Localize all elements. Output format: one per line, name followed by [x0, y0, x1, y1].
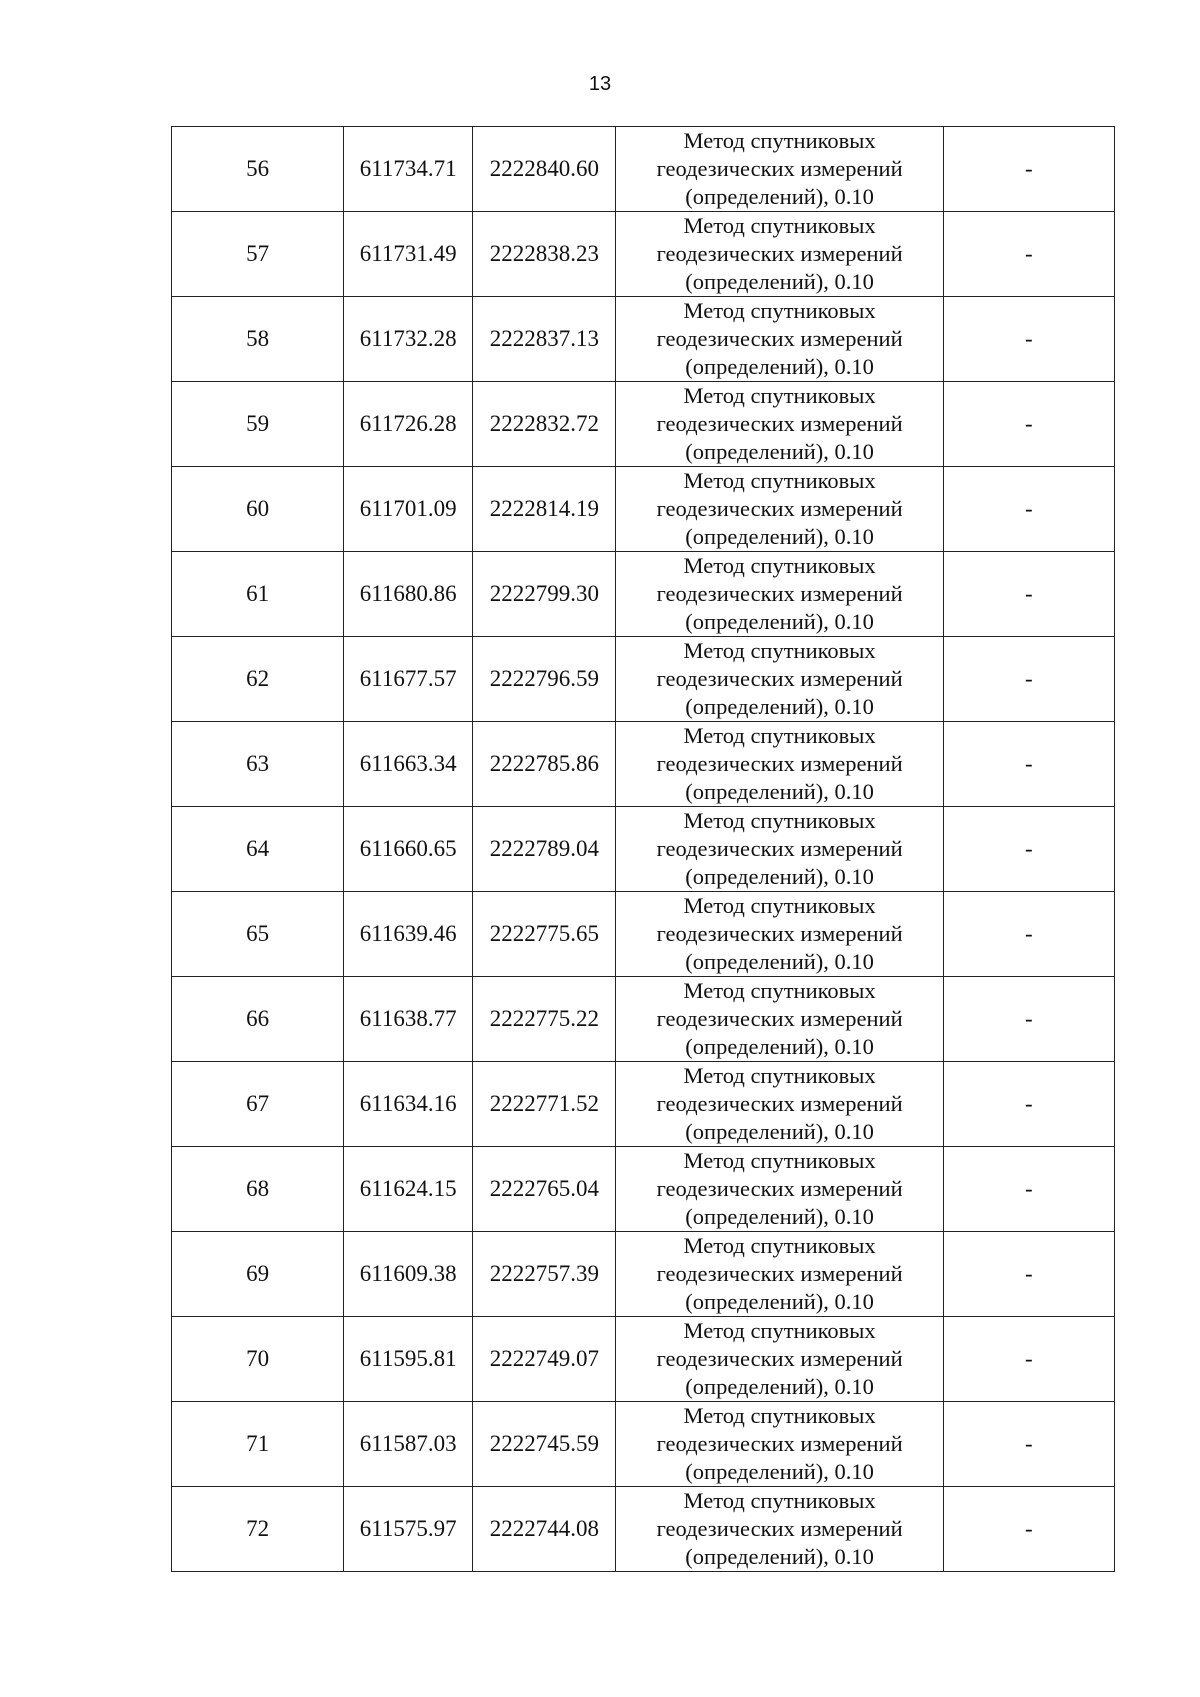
method-line: геодезических измерений [656, 751, 903, 776]
point-number-cell: 56 [172, 127, 344, 212]
x-coordinate-cell: 611634.16 [344, 1062, 473, 1147]
table-row [172, 127, 1115, 212]
method-line: (определений), 0.10 [685, 1544, 874, 1569]
point-number-cell: 65 [172, 892, 344, 977]
point-number-cell: 71 [172, 1402, 344, 1487]
method-line: геодезических измерений [656, 156, 903, 181]
y-coordinate-cell: 2222832.72 [473, 382, 616, 467]
method-line: Метод спутниковых [683, 723, 876, 748]
method-cell [616, 552, 943, 637]
point-number-cell: 67 [172, 1062, 344, 1147]
method-line: (определений), 0.10 [685, 694, 874, 719]
method-line: (определений), 0.10 [685, 439, 874, 464]
y-coordinate-cell: 2222799.30 [473, 552, 616, 637]
point-number-cell: 59 [172, 382, 344, 467]
note-cell: - [943, 382, 1114, 467]
method-line: геодезических измерений [656, 1261, 903, 1286]
table-row [172, 637, 1115, 722]
note-cell: - [943, 1232, 1114, 1317]
table-row [172, 297, 1115, 382]
method-line: Метод спутниковых [683, 128, 876, 153]
method-line: Метод спутниковых [683, 978, 876, 1003]
x-coordinate-cell: 611726.28 [344, 382, 473, 467]
note-cell: - [943, 722, 1114, 807]
note-cell: - [943, 1402, 1114, 1487]
y-coordinate-cell: 2222837.13 [473, 297, 616, 382]
x-coordinate-cell: 611587.03 [344, 1402, 473, 1487]
method-line: (определений), 0.10 [685, 1289, 874, 1314]
note-cell: - [943, 467, 1114, 552]
y-coordinate-cell: 2222796.59 [473, 637, 616, 722]
method-line: (определений), 0.10 [685, 354, 874, 379]
method-cell [616, 1062, 943, 1147]
method-cell [616, 1487, 943, 1572]
method-line: Метод спутниковых [683, 1063, 876, 1088]
method-line: (определений), 0.10 [685, 949, 874, 974]
note-cell: - [943, 1062, 1114, 1147]
method-cell [616, 1402, 943, 1487]
method-cell [616, 127, 943, 212]
method-line: геодезических измерений [656, 1516, 903, 1541]
x-coordinate-cell: 611680.86 [344, 552, 473, 637]
note-cell: - [943, 1487, 1114, 1572]
y-coordinate-cell: 2222744.08 [473, 1487, 616, 1572]
y-coordinate-cell: 2222757.39 [473, 1232, 616, 1317]
method-line: Метод спутниковых [683, 298, 876, 323]
method-line: геодезических измерений [656, 1346, 903, 1371]
point-number-cell: 62 [172, 637, 344, 722]
point-number-cell: 58 [172, 297, 344, 382]
method-line: геодезических измерений [656, 1091, 903, 1116]
method-line: (определений), 0.10 [685, 609, 874, 634]
table-row [172, 1147, 1115, 1232]
note-cell: - [943, 1317, 1114, 1402]
table-row [172, 1317, 1115, 1402]
table-row [172, 1402, 1115, 1487]
method-line: (определений), 0.10 [685, 1459, 874, 1484]
table-row [172, 1062, 1115, 1147]
note-cell: - [943, 297, 1114, 382]
coordinates-table-body [172, 127, 1115, 1572]
point-number-cell: 60 [172, 467, 344, 552]
method-cell [616, 297, 943, 382]
method-line: геодезических измерений [656, 326, 903, 351]
method-line: геодезических измерений [656, 666, 903, 691]
table-row [172, 552, 1115, 637]
method-line: (определений), 0.10 [685, 779, 874, 804]
x-coordinate-cell: 611660.65 [344, 807, 473, 892]
method-line: Метод спутниковых [683, 213, 876, 238]
point-number-cell: 69 [172, 1232, 344, 1317]
point-number-cell: 70 [172, 1317, 344, 1402]
point-number-cell: 68 [172, 1147, 344, 1232]
method-line: Метод спутниковых [683, 553, 876, 578]
table-row [172, 722, 1115, 807]
method-line: Метод спутниковых [683, 468, 876, 493]
method-line: (определений), 0.10 [685, 524, 874, 549]
method-line: Метод спутниковых [683, 1488, 876, 1513]
method-cell [616, 722, 943, 807]
table-row [172, 977, 1115, 1062]
method-line: Метод спутниковых [683, 1148, 876, 1173]
method-cell [616, 382, 943, 467]
method-line: Метод спутниковых [683, 383, 876, 408]
note-cell: - [943, 1147, 1114, 1232]
point-number-cell: 63 [172, 722, 344, 807]
table-row [172, 1487, 1115, 1572]
method-cell [616, 977, 943, 1062]
x-coordinate-cell: 611575.97 [344, 1487, 473, 1572]
method-line: геодезических измерений [656, 411, 903, 436]
method-line: (определений), 0.10 [685, 1119, 874, 1144]
table-row [172, 467, 1115, 552]
table-row [172, 1232, 1115, 1317]
table-row [172, 382, 1115, 467]
point-number-cell: 72 [172, 1487, 344, 1572]
method-cell [616, 1232, 943, 1317]
x-coordinate-cell: 611701.09 [344, 467, 473, 552]
note-cell: - [943, 977, 1114, 1062]
x-coordinate-cell: 611732.28 [344, 297, 473, 382]
method-line: (определений), 0.10 [685, 269, 874, 294]
method-line: Метод спутниковых [683, 1233, 876, 1258]
point-number-cell: 61 [172, 552, 344, 637]
method-line: геодезических измерений [656, 496, 903, 521]
method-line: геодезических измерений [656, 921, 903, 946]
method-line: геодезических измерений [656, 836, 903, 861]
method-line: Метод спутниковых [683, 808, 876, 833]
y-coordinate-cell: 2222789.04 [473, 807, 616, 892]
method-line: Метод спутниковых [683, 1318, 876, 1343]
method-cell [616, 467, 943, 552]
y-coordinate-cell: 2222840.60 [473, 127, 616, 212]
method-cell [616, 1317, 943, 1402]
method-cell [616, 637, 943, 722]
y-coordinate-cell: 2222785.86 [473, 722, 616, 807]
note-cell: - [943, 552, 1114, 637]
table-row [172, 892, 1115, 977]
note-cell: - [943, 637, 1114, 722]
x-coordinate-cell: 611734.71 [344, 127, 473, 212]
method-line: (определений), 0.10 [685, 184, 874, 209]
point-number-cell: 57 [172, 212, 344, 297]
y-coordinate-cell: 2222775.22 [473, 977, 616, 1062]
x-coordinate-cell: 611638.77 [344, 977, 473, 1062]
x-coordinate-cell: 611639.46 [344, 892, 473, 977]
x-coordinate-cell: 611609.38 [344, 1232, 473, 1317]
method-line: Метод спутниковых [683, 1403, 876, 1428]
method-line: геодезических измерений [656, 1431, 903, 1456]
y-coordinate-cell: 2222771.52 [473, 1062, 616, 1147]
method-line: Метод спутниковых [683, 638, 876, 663]
note-cell: - [943, 892, 1114, 977]
y-coordinate-cell: 2222838.23 [473, 212, 616, 297]
note-cell: - [943, 212, 1114, 297]
y-coordinate-cell: 2222749.07 [473, 1317, 616, 1402]
y-coordinate-cell: 2222775.65 [473, 892, 616, 977]
method-cell [616, 892, 943, 977]
method-line: геодезических измерений [656, 241, 903, 266]
note-cell: - [943, 127, 1114, 212]
method-cell [616, 807, 943, 892]
x-coordinate-cell: 611663.34 [344, 722, 473, 807]
y-coordinate-cell: 2222765.04 [473, 1147, 616, 1232]
method-line: (определений), 0.10 [685, 1374, 874, 1399]
y-coordinate-cell: 2222745.59 [473, 1402, 616, 1487]
x-coordinate-cell: 611677.57 [344, 637, 473, 722]
x-coordinate-cell: 611731.49 [344, 212, 473, 297]
point-number-cell: 66 [172, 977, 344, 1062]
method-line: геодезических измерений [656, 1176, 903, 1201]
page-number: 13 [588, 73, 612, 95]
method-line: (определений), 0.10 [685, 1204, 874, 1229]
note-cell: - [943, 807, 1114, 892]
x-coordinate-cell: 611624.15 [344, 1147, 473, 1232]
x-coordinate-cell: 611595.81 [344, 1317, 473, 1402]
method-cell [616, 1147, 943, 1232]
table-row [172, 807, 1115, 892]
table-row [172, 212, 1115, 297]
method-cell [616, 212, 943, 297]
point-number-cell: 64 [172, 807, 344, 892]
method-line: геодезических измерений [656, 1006, 903, 1031]
method-line: Метод спутниковых [683, 893, 876, 918]
method-line: (определений), 0.10 [685, 864, 874, 889]
coordinates-table [171, 126, 1115, 1572]
y-coordinate-cell: 2222814.19 [473, 467, 616, 552]
method-line: (определений), 0.10 [685, 1034, 874, 1059]
method-line: геодезических измерений [656, 581, 903, 606]
